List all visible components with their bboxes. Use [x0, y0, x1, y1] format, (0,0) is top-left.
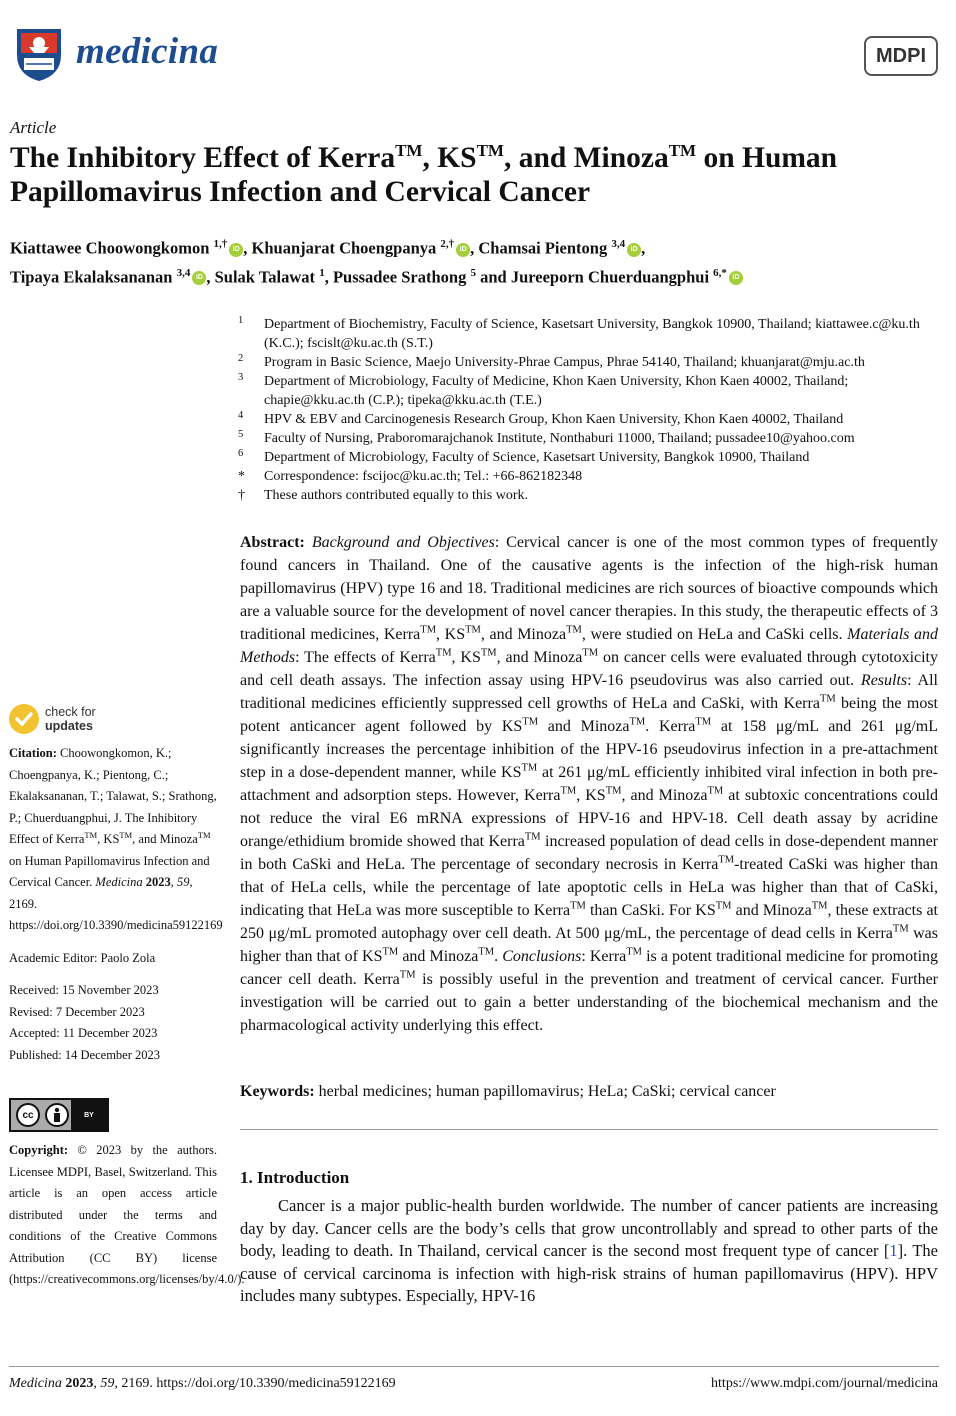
accepted-date: Accepted: 11 December 2023 — [9, 1026, 158, 1040]
publisher-logo: MDPI — [864, 36, 938, 76]
affiliation-item: 5 Faculty of Nursing, Praboromarajchanok Institute, Nonthaburi 11000, Thailand; pussadee10@yahoo.com — [238, 429, 855, 446]
correspondence: * Correspondence: fscijoc@ku.ac.th; Tel.: +66-862182348 — [238, 469, 583, 484]
orcid-icon[interactable]: iD — [229, 243, 243, 257]
author-name: Pussadee Srathong — [332, 267, 467, 286]
orcid-icon[interactable]: iD — [456, 243, 470, 257]
orcid-icon[interactable]: iD — [192, 271, 206, 285]
abstract: Abstract: Background and Objectives: Cervical cancer is one of the most common types of frequently found cancers in Thailand. One of the causative agents is the infection of the high-risk human papillomavirus (HPV) type 16 and 18. Traditional medicines are rich sources of bioactive compounds which are a valuable source for the development of novel cancer therapies. In this study, the therapeutic effects of 3 traditional medicines, Kerra™, KS™, and Minoza™, were studied on HeLa and CaSki cells. Materials and Methods: The effects of Kerra™, KS™, and Minoza™ on cancer cells were evaluated through cytotoxicity and cell death assays. The infection assay using HPV-16 pseudovirus was also carried out. Results: All traditional medicines efficiently suppressed cell growths of HeLa and CaSki, with Kerra™ being the most potent anticancer agent followed by KS™ and Minoza™. Kerra™ at 158 μg/mL and 261 μg/mL significantly increases the percentage inhibition of the HPV-16 pseudovirus infection in a pre-attachment step in a dose-dependent manner, while KS™ at 261 μg/mL efficiently inhibited viral infection in both pre-attachment and adsorption steps. However, Kerra™, KS™, and Minoza™ at subtoxic concentrations could not reduce the viral E6 mRNA expressions of HPV-16 and HPV-18. Cell death assay by acridine orange/ethidium bromide showed that Kerra™ increased population of dead cells in dose-dependent manner in both CaSki and HeLa. The percentage of secondary necrosis in Kerra™-treated CaSki was higher than that of HeLa cells, while the percentage of late apoptotic cells in HeLa was higher than that of CaSki, indicating that HeLa was more susceptible to Kerra™ than CaSki. For KS™ and Minoza™, these extracts at 250 μg/mL promoted autophagy over cell death. At 500 μg/mL, the percentage of dead cells in Kerra™ was higher than that of KS™ and Minoza™. Conclusions: Kerra™ is a potent traditional medicine for promoting cancer cell death. Kerra™ is possibly useful in the prevention and treatment of cervical cancer. Further investigation will be carried out to gain a better understanding of the biochemical mechanism and the pharmacological activity underlying this effect. — [240, 534, 939, 1034]
citation: Citation: Choowongkomon, K.; Choengpanya, K.; Pientong, C.; Ekalaksananan, T.; Talawat, S.; Srathong, P.; Chuerduangphui, J. The Inhibitory Effect of Kerra™, KS™, and Minoza™ on Human Papillomavirus Infection and Cervical Cancer. Medicina 2023, 59, 2169. https://doi.org/10.3390/medicina59122169 — [9, 746, 223, 932]
by-label: BY — [71, 1100, 107, 1130]
author-name: Jureeporn Chuerduangphui — [510, 267, 710, 286]
intro-paragraph: Cancer is a major public-health burden worldwide. The number of cancer patients are increasing day by day. Cancer cells are the body’s cells that grow uncontrollably and spread to other parts of the body, leading to death. In Thailand, cervical cancer is the second most frequent type of cancer [1]. The cause of cervical carcinoma is infection with high-risk strains of human papillomavirus (HPV). HPV includes many subtypes. Especially, HPV-16 — [240, 1196, 938, 1305]
orcid-icon[interactable]: iD — [627, 243, 641, 257]
author-name: Chamsai Pientong — [478, 238, 608, 258]
author-name: Khuanjarat Choengpanya — [251, 238, 437, 258]
footer-journal-url[interactable]: https://www.mdpi.com/journal/medicina — [711, 1376, 938, 1391]
article-type: Article — [10, 118, 57, 137]
journal-logo-emblem — [14, 25, 64, 83]
attribution-icon — [45, 1103, 69, 1127]
author-name: Tipaya Ekalaksananan — [10, 267, 173, 286]
published-date: Published: 14 December 2023 — [9, 1047, 161, 1062]
section-divider — [240, 1129, 938, 1130]
equal-contribution-note: † These authors contributed equally to this work. — [238, 488, 528, 503]
footer-citation: Medicina 2023, 59, 2169. https://doi.org/10.3390/medicina59122169 — [9, 1376, 396, 1391]
affiliations — [238, 315, 938, 505]
revised-date: Revised: 7 December 2023 — [9, 1004, 145, 1019]
affiliation-item: 6 Department of Microbiology, Faculty of Science, Kasetsart University, Bangkok 10900, Thailand — [238, 448, 810, 465]
author-list: Kiattawee Choowongkomon $^{1,\dagger}$ iD , Khuanjarat Choengpanya $^{2,\dagger}$ iD , Chamsai Pientong $^{3,4}$ iD , Tipaya Ekalaksananan $^{3,4}$ iD , Sulak Talawat $^1$, Pussadee Srathong $^5$ and Jureeporn Chuerduangphui $^{6,*}$ iD — [10, 232, 940, 289]
author-name: Kiattawee Choowongkomon — [10, 238, 210, 258]
affiliation-item: 2 Program in Basic Science, Maejo University-Phrae Campus, Phrae 54140, Thailand; khuanjarat@mju.ac.th — [238, 353, 865, 370]
affiliation-item: 3 Department of Microbiology, Faculty of Medicine, Khon Kaen University, Khon Kaen 40002, Thailand; chapie@kku.ac.th (C.P.); tipeka@kku.ac.th (T.E.) — [238, 372, 849, 408]
article-title: The Inhibitory Effect of Kerra™, KS™, and Minoza™ on Human Papillomavirus Infection and Cervical Cancer — [10, 141, 838, 208]
citation-link[interactable]: 1 — [889, 1241, 898, 1260]
keywords: Keywords: herbal medicines; human papillomavirus; HeLa; CaSki; cervical cancer — [240, 1083, 776, 1100]
section-heading: 1. Introduction — [240, 1168, 350, 1187]
affiliation-item: 4 HPV & EBV and Carcinogenesis Research Group, Khon Kaen University, Khon Kaen 40002, Thailand — [238, 410, 844, 427]
orcid-icon[interactable]: iD — [729, 271, 743, 285]
affiliation-item: 1 Department of Biochemistry, Faculty of Science, Kasetsart University, Bangkok 10900, Thailand; kiattawee.c@ku.th (K.C.); fscislt@ku.ac.th (S.T.) — [238, 315, 920, 351]
journal-name: medicina — [76, 31, 219, 72]
copyright-notice: Copyright: © 2023 by the authors. Licensee MDPI, Basel, Switzerland. This article is an open access article distributed under the terms and conditions of the Creative Commons Attribution (CC BY) license (https://creativecommons.org/licenses/by/4.0/). — [9, 1143, 245, 1286]
cc-by-license-badge[interactable] — [9, 1098, 109, 1132]
cc-icon: cc — [16, 1103, 40, 1127]
check-updates-icon — [9, 704, 39, 734]
article-info-sidebar — [9, 743, 223, 1066]
footer-divider — [9, 1366, 939, 1367]
academic-editor: Academic Editor: Paolo Zola — [9, 950, 156, 965]
check-for-updates-badge[interactable]: check for updates — [9, 704, 129, 736]
author-name: Sulak Talawat — [214, 267, 316, 286]
received-date: Received: 15 November 2023 — [9, 983, 159, 997]
